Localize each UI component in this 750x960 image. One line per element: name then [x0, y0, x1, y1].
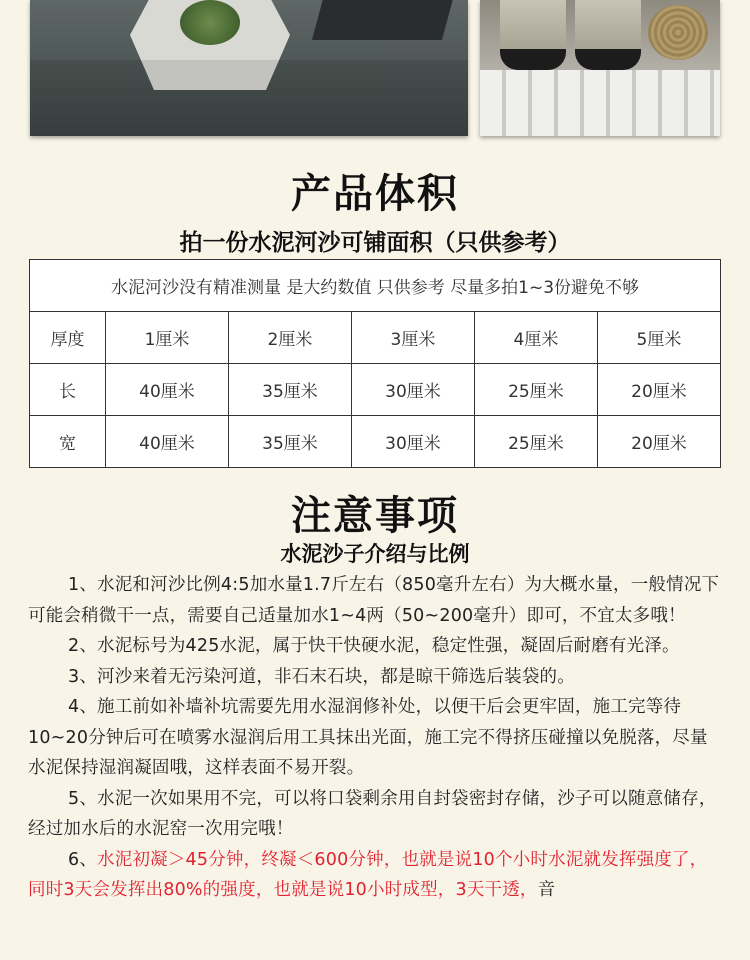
note-paragraph: 3、河沙来着无污染河道，非石末石块，都是晾干筛选后装袋的。 [68, 666, 575, 687]
table-cell: 宽 [30, 416, 106, 468]
table-note: 水泥河沙没有精准测量 是大约数值 只供参考 尽量多拍1~3份避免不够 [30, 260, 721, 312]
table-cell: 2厘米 [228, 312, 351, 364]
table-cell: 25厘米 [474, 364, 597, 416]
table-cell: 1厘米 [105, 312, 228, 364]
notes-body [28, 570, 724, 906]
table-row [30, 416, 721, 468]
note-paragraph: 1、水泥和河沙比例4:5加水量1.7斤左右（850毫升左右）为大概水量，一般情况下可能会稍微干一点，需要自己适量加水1~4两（50~200毫升）即可，不宜太多哦！ [28, 575, 720, 626]
boots-planter-photo [480, 0, 720, 136]
section-subtitle-intro: 水泥沙子介绍与比例 [280, 542, 470, 566]
table-row [30, 312, 721, 364]
note-prefix: 6、 [68, 849, 98, 870]
table-cell: 30厘米 [351, 416, 474, 468]
note-tail: 音 [537, 880, 556, 900]
table-cell: 40厘米 [105, 364, 228, 416]
table-row [30, 364, 721, 416]
section-subtitle-area: 拍一份水泥河沙可铺面积（只供参考） [179, 230, 571, 256]
table-cell: 3厘米 [351, 312, 474, 364]
table-cell: 30厘米 [351, 364, 474, 416]
table-cell: 25厘米 [474, 416, 597, 468]
note-paragraph: 2、水泥标号为425水泥，属于快干快硬水泥，稳定性强，凝固后耐磨有光泽。 [68, 636, 680, 656]
table-cell: 长 [30, 364, 106, 416]
section-title-notes: 注意事项 [291, 493, 459, 539]
table-cell: 35厘米 [228, 364, 351, 416]
table-cell: 厚度 [30, 312, 106, 364]
note-paragraph: 5、水泥一次如果用不完，可以将口袋剩余用自封袋密封存储，沙子可以随意储存，经过加水后的水泥窑一次用完哦！ [28, 788, 717, 839]
table-cell: 35厘米 [228, 416, 351, 468]
table-cell: 40厘米 [105, 416, 228, 468]
section-title-volume: 产品体积 [291, 171, 459, 217]
table-cell: 5厘米 [597, 312, 720, 364]
note-highlight: 水泥初凝＞45分钟，终凝＜600分钟，也就是说10个小时水泥就发挥强度了，同时3天会发挥出80%的强度，也就是说10小时成型，3天干透， [28, 849, 708, 900]
table-cell: 20厘米 [597, 364, 720, 416]
product-photos [0, 0, 750, 140]
note-paragraph [28, 845, 724, 906]
table-cell: 4厘米 [474, 312, 597, 364]
succulent-planter-photo [30, 0, 468, 136]
table-cell: 20厘米 [597, 416, 720, 468]
note-paragraph: 4、施工前如补墙补坑需要先用水湿润修补处，以便干后会更牢固，施工完等待10~20分钟后可在喷雾水湿润后用工具抹出光面，施工完不得挤压碰撞以免脱落，尽量水泥保持湿润凝固哦，这样表面不易开裂。 [28, 697, 708, 778]
coverage-table [29, 259, 721, 468]
table-row [30, 260, 721, 312]
